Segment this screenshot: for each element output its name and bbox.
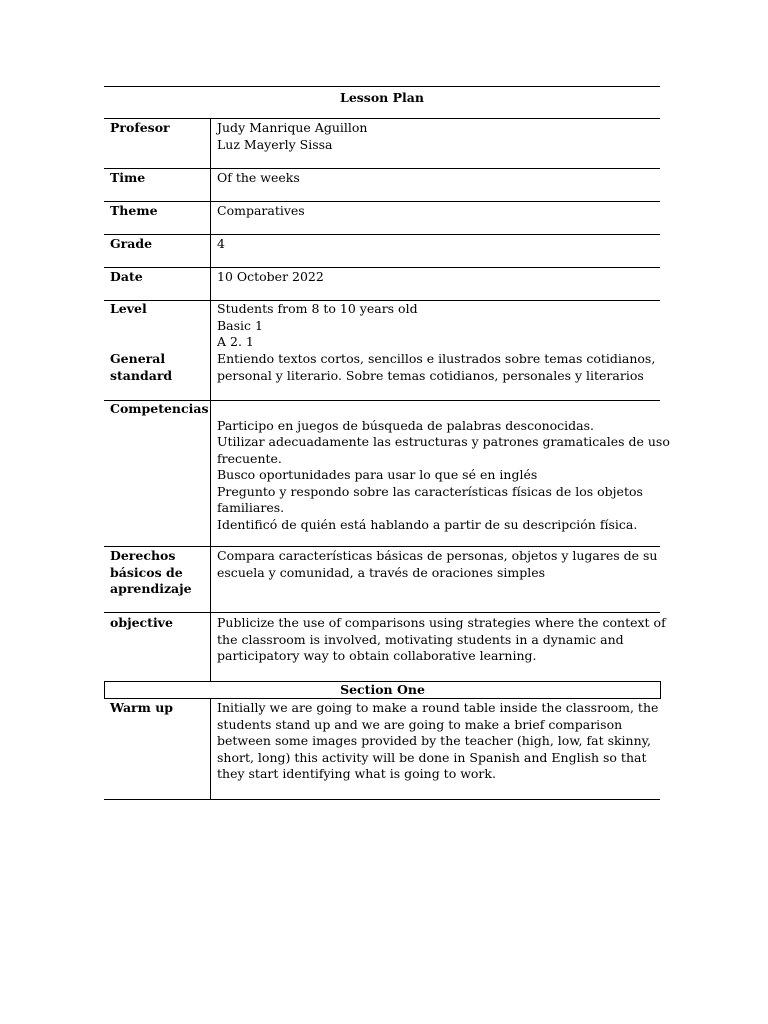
- row-label: Theme: [110, 203, 158, 218]
- label-line: aprendizaje: [110, 581, 192, 596]
- row-date: [104, 268, 660, 301]
- value-line: Of the weeks: [217, 170, 300, 185]
- value-line: Comparatives: [217, 203, 305, 218]
- row-value: [217, 401, 670, 533]
- row-general-standard: [104, 351, 660, 401]
- column-divider: [210, 119, 211, 168]
- row-label: Grade: [110, 236, 153, 251]
- row-level: [104, 301, 660, 351]
- row-time: [104, 169, 660, 202]
- value-line: Initially we are going to make a round table inside the classroom, the: [217, 700, 659, 715]
- column-divider: [210, 699, 211, 799]
- column-divider: [210, 613, 211, 681]
- value-line: Judy Manrique Aguillon: [217, 120, 368, 135]
- column-divider: [210, 301, 211, 351]
- row-derechos-basicos: [104, 547, 660, 613]
- value-line: 10 October 2022: [217, 269, 324, 284]
- row-label: [110, 351, 206, 384]
- value-line: participatory way to obtain collaborative learning.: [217, 648, 537, 663]
- row-value: [217, 615, 666, 665]
- row-label: Date: [110, 269, 143, 284]
- row-value: [217, 301, 657, 351]
- row-label: Level: [110, 301, 147, 316]
- value-line: Participo en juegos de búsqueda de palabras desconocidas.: [217, 417, 595, 433]
- value-line: Identificó de quién está hablando a partir de su descripción física.: [217, 516, 638, 532]
- value-line: Compara características básicas de personas, objetos y lugares de su: [217, 548, 658, 563]
- row-value: [217, 236, 657, 253]
- row-value: [217, 203, 657, 220]
- label-line: standard: [110, 367, 173, 383]
- value-line: students stand up and we are going to make a brief comparison: [217, 716, 623, 732]
- value-line: Luz Mayerly Sissa: [217, 136, 333, 152]
- column-divider: [210, 547, 211, 612]
- value-line: between some images provided by the teacher (high, low, fat skinny,: [217, 733, 652, 748]
- column-divider: [210, 235, 211, 267]
- row-value: [217, 170, 657, 187]
- column-divider: [210, 401, 211, 546]
- row-value: [217, 700, 657, 783]
- value-line: they start identifying what is going to work.: [217, 766, 496, 781]
- value-line: Publicize the use of comparisons using strategies where the context of: [217, 615, 666, 630]
- row-label: [110, 548, 206, 598]
- row-label: Competencias: [110, 401, 209, 416]
- row-warm-up: [104, 699, 660, 800]
- value-line: Entiendo textos cortos, sencillos e ilustrados sobre temas cotidianos,: [217, 351, 656, 366]
- row-value: [217, 548, 657, 581]
- value-line: [217, 401, 657, 418]
- row-objective: [104, 613, 666, 681]
- row-grade: [104, 235, 660, 268]
- row-theme: [104, 202, 660, 235]
- row-competencias: [104, 401, 670, 547]
- lesson-plan-title: Lesson Plan: [104, 86, 660, 119]
- row-label: Profesor: [110, 120, 170, 135]
- value-line: familiares.: [217, 500, 285, 515]
- column-divider: [210, 169, 211, 201]
- value-line: short, long) this activity will be done in Spanish and English so that: [217, 749, 647, 765]
- row-value: [217, 351, 657, 384]
- column-divider: [210, 202, 211, 234]
- row-label: Warm up: [110, 700, 174, 715]
- value-line: Students from 8 to 10 years old: [217, 301, 418, 316]
- value-line: Pregunto y respondo sobre las características físicas de los objetos: [217, 483, 643, 499]
- row-value: [217, 120, 657, 153]
- label-line: Derechos: [110, 548, 176, 563]
- value-line: frecuente.: [217, 450, 282, 466]
- row-label: Time: [110, 170, 146, 185]
- label-line: básicos de: [110, 564, 183, 580]
- column-divider: [210, 351, 211, 400]
- value-line: Busco oportunidades para usar lo que sé en inglés: [217, 467, 538, 482]
- column-divider: [210, 268, 211, 300]
- value-line: personal y literario. Sobre temas cotidianos, personales y literarios: [217, 367, 644, 383]
- label-line: General: [110, 351, 166, 366]
- row-label: objective: [110, 615, 173, 630]
- value-line: A 2. 1: [217, 334, 254, 349]
- section-heading: Section One: [104, 681, 661, 699]
- value-line: escuela y comunidad, a través de oraciones simples: [217, 564, 546, 580]
- value-line: Basic 1: [217, 317, 263, 333]
- value-line: the classroom is involved, motivating students in a dynamic and: [217, 631, 624, 647]
- row-profesor: [104, 119, 660, 169]
- value-line: 4: [217, 236, 225, 251]
- row-value: [217, 269, 657, 286]
- value-line: Utilizar adecuadamente las estructuras y patrones gramaticales de uso: [217, 434, 670, 449]
